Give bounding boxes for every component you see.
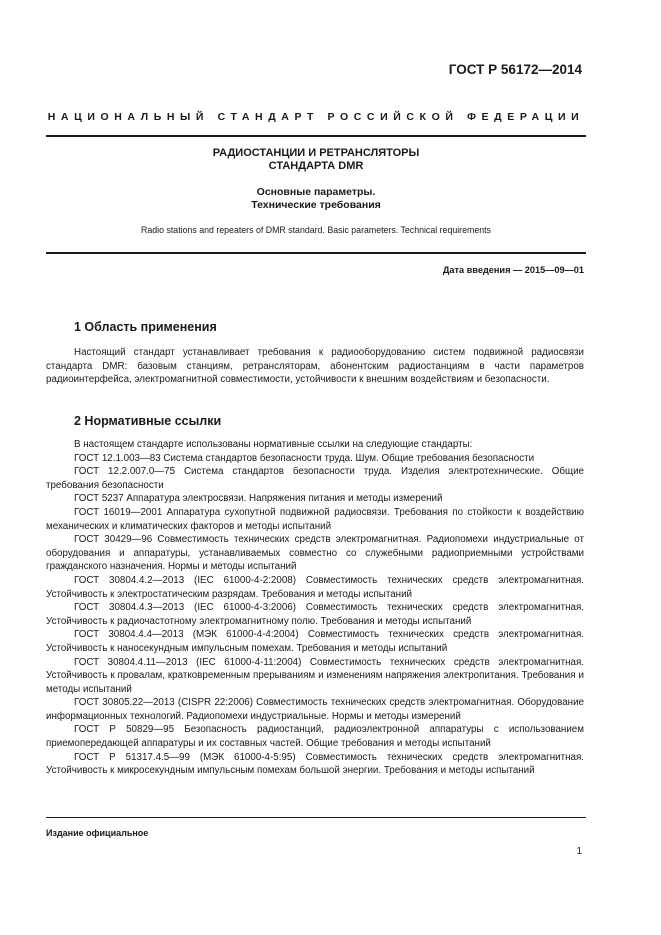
- subtitle-line-1: Основные параметры.: [256, 186, 376, 198]
- section-2-body: [46, 438, 584, 778]
- reference-item: ГОСТ 30805.22—2013 (CISPR 22:2006) Совместимость технических средств электромагнитная. Оборудование информационных технологий. Радиопомехи индустриальные. Нормы и методы измерений: [46, 697, 584, 722]
- section-1-paragraph: Настоящий стандарт устанавливает требования к радиооборудованию систем подвижной радиосвязи стандарта DMR: базовым станциям, ретрансляторам, абонентским радиостанциям в части параметров радиоинтерфейса, электромагнитной совместимости, устойчивости к внешним воздействиям и безопасности.: [46, 347, 584, 386]
- reference-item: ГОСТ 5237 Аппаратура электросвязи. Напряжения питания и методы измерений: [74, 493, 443, 505]
- national-standard-banner: НАЦИОНАЛЬНЫЙ СТАНДАРТ РОССИЙСКОЙ ФЕДЕРАЦИИ: [47, 111, 585, 123]
- reference-item: ГОСТ Р 51317.4.5—99 (МЭК 61000-4-5:95) Совместимость технических средств электромагнитная. Устойчивость к микросекундным импульсным помехам большой энергии. Требования и методы испытаний: [46, 751, 584, 777]
- section-1-heading: 1 Область применения: [74, 320, 217, 334]
- section-1-body: [46, 346, 584, 387]
- english-title: Radio stations and repeaters of DMR standard. Basic parameters. Technical requirements: [141, 225, 491, 235]
- official-edition-label: Издание официальное: [46, 828, 149, 838]
- reference-item: ГОСТ 30429—96 Совместимость технических средств электромагнитная. Радиопомехи индустриальные от оборудования и аппаратуры, устанавливаемых совместно со служебными радиоприемными устройствами гражданского назначения. Нормы и методы испытаний: [46, 534, 584, 573]
- subtitle-block: [46, 186, 586, 212]
- page-number: 1: [576, 846, 582, 857]
- reference-item: ГОСТ 16019—2001 Аппаратура сухопутной подвижной радиосвязи. Требования по стойкости к воздействию механических и климатических факторов и методы испытаний: [46, 506, 584, 532]
- reference-item: ГОСТ 30804.4.3—2013 (IEC 61000-4-3:2006) Совместимость технических средств электромагнитная. Устойчивость к радиочастотному электромагнитному полю. Требования и методы испытаний: [46, 602, 584, 627]
- reference-item: ГОСТ Р 50829—95 Безопасность радиостанций, радиоэлектронной аппаратуры с использованием приемопередающей аппаратуры и их составных частей. Общие требования и методы испытаний: [46, 724, 584, 750]
- footer-divider: [46, 817, 586, 818]
- title-block: [46, 147, 586, 173]
- reference-item: ГОСТ 30804.4.2—2013 (IEC 61000-4-2:2008) Совместимость технических средств электромагнитная. Устойчивость к электростатическим разрядам. Требования и методы испытаний: [46, 574, 584, 600]
- section-2-intro: В настоящем стандарте использованы нормативные ссылки на следующие стандарты:: [74, 439, 473, 450]
- reference-item: ГОСТ 12.1.003—83 Система стандартов безопасности труда. Шум. Общие требования безопасности: [74, 452, 535, 464]
- reference-item: ГОСТ 30804.4.4—2013 (МЭК 61000-4-4:2004) Совместимость технических средств электромагнитная. Устойчивость к наносекундным импульсным помехам. Требования и методы испытаний: [46, 629, 584, 654]
- document-code: ГОСТ Р 56172—2014: [448, 62, 582, 77]
- title-line-2: СТАНДАРТА DMR: [268, 160, 364, 172]
- reference-item: ГОСТ 30804.4.11—2013 (IEC 61000-4-11:2004) Совместимость технических средств электромагнитная. Устойчивость к провалам, кратковременным прерываниям и изменениям напряжения электропитания. Требования и методы испытаний: [46, 656, 584, 695]
- header-divider: [46, 135, 586, 137]
- title-line-1: РАДИОСТАНЦИИ И РЕТРАНСЛЯТОРЫ: [212, 147, 420, 159]
- introduction-date: Дата введения — 2015—09—01: [442, 265, 584, 275]
- reference-item: ГОСТ 12.2.007.0—75 Система стандартов безопасности труда. Изделия электротехнические. Общие требования безопасности: [46, 466, 584, 491]
- subtitle-line-2: Технические требования: [251, 199, 381, 211]
- section-2-heading: 2 Нормативные ссылки: [74, 414, 222, 428]
- title-divider: [46, 252, 586, 254]
